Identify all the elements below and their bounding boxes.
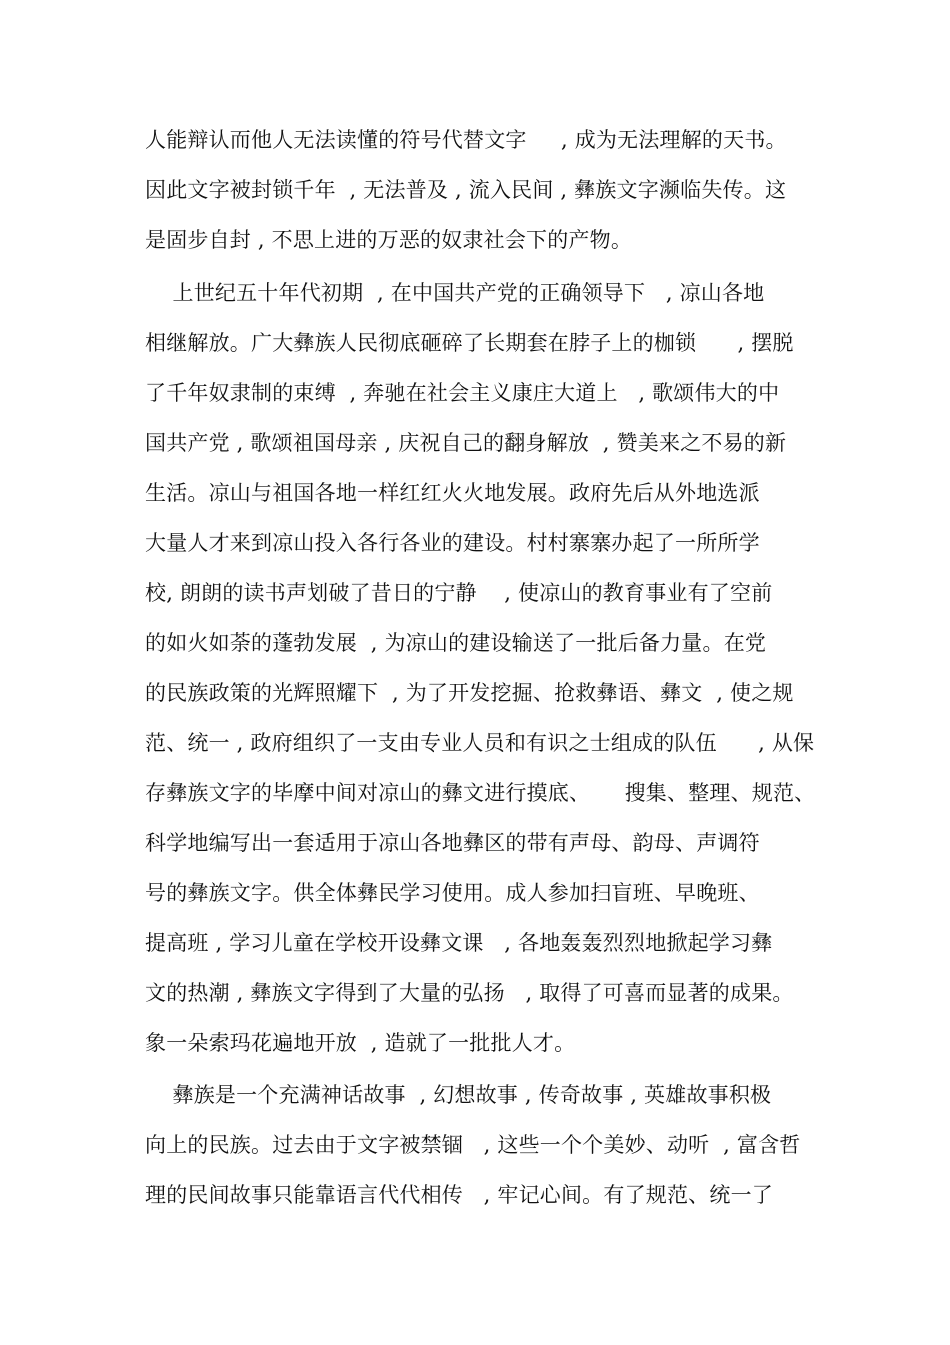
- text-line: 的民族政策的光辉照耀下 , 为了开发挖掘、抢救彝语、彝文 , 使之规: [145, 681, 794, 705]
- text-line: 大量人才来到凉山投入各行各业的建设。村村寨寨办起了一所所学: [145, 531, 760, 555]
- text-line: 向上的民族。过去由于文字被禁锢 , 这些一个个美妙、动听 , 富含哲: [145, 1133, 801, 1157]
- text-line: 理的民间故事只能靠语言代代相传 , 牢记心间。有了规范、统一了: [145, 1183, 773, 1207]
- text-line: 科学地编写出一套适用于凉山各地彝区的带有声母、韵母、声调符: [145, 831, 760, 855]
- text-line: 相继解放。广大彝族人民彻底砸碎了长期套在脖子上的枷锁 , 摆脱: [145, 331, 794, 355]
- text-line: 的如火如荼的蓬勃发展 , 为凉山的建设输送了一批后备力量。在党: [145, 631, 767, 655]
- text-line: 号的彝族文字。供全体彝民学习使用。成人参加扫盲班、早晚班、: [145, 881, 760, 905]
- text-line: 国共产党 , 歌颂祖国母亲 , 庆祝自己的翻身解放 , 赞美来之不易的新: [145, 431, 787, 455]
- text-line: 彝族是一个充满神话故事 , 幻想故事 , 传奇故事 , 英雄故事积极: [145, 1083, 772, 1107]
- text-line: 提高班 , 学习儿童在学校开设彝文课 , 各地轰轰烈烈地掀起学习彝: [145, 931, 773, 955]
- text-line: 文的热潮 , 彝族文字得到了大量的弘扬 , 取得了可喜而显著的成果。: [145, 981, 794, 1005]
- text-line: 象一朵索玛花遍地开放 , 造就了一批批人才。: [145, 1031, 576, 1055]
- text-line: 了千年奴隶制的束缚 , 奔驰在社会主义康庄大道上 , 歌颂伟大的中: [145, 381, 780, 405]
- text-line: 存彝族文字的毕摩中间对凉山的彝文进行摸底、 搜集、整理、规范、: [145, 781, 816, 805]
- text-line: 是固步自封 , 不思上进的万恶的奴隶社会下的产物。: [145, 228, 633, 252]
- text-line: 范、统一 , 政府组织了一支由专业人员和有识之士组成的队伍 , 从保: [145, 731, 815, 755]
- text-line: 上世纪五十年代初期 , 在中国共产党的正确领导下 , 凉山各地: [145, 281, 765, 305]
- text-line: 因此文字被封锁千年 , 无法普及 , 流入民间 , 彝族文字濒临失传。这: [145, 178, 787, 202]
- text-line: 人能辩认而他人无法读懂的符号代替文字 , 成为无法理解的天书。: [145, 128, 787, 152]
- text-line: 校, 朗朗的读书声划破了昔日的宁静 , 使凉山的教育事业有了空前: [145, 581, 773, 605]
- text-line: 生活。凉山与祖国各地一样红红火火地发展。政府先后从外地选派: [145, 481, 760, 505]
